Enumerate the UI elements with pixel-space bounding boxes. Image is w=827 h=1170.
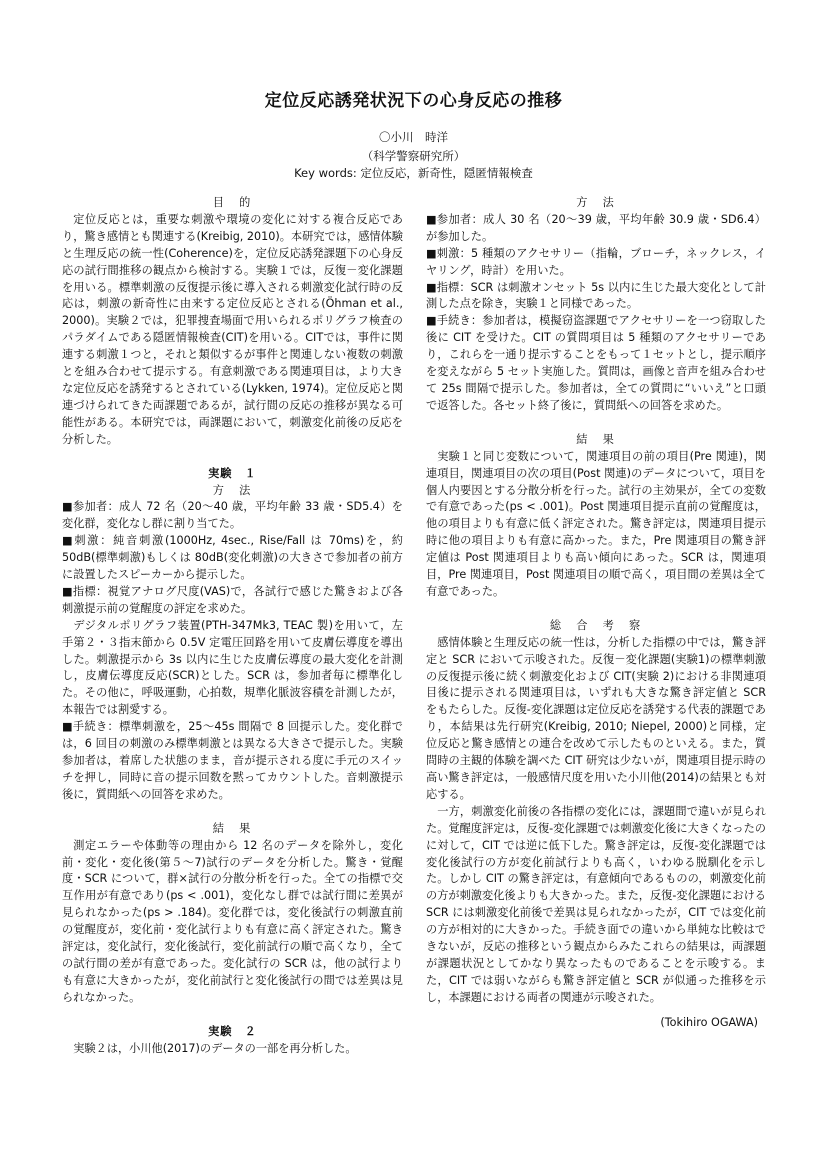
author-signature: (Tokihiro OGAWA) — [660, 1015, 758, 1029]
exp2-item-procedure: ■手続き：参加者は，模擬窃盗課題でアクセサリーを一つ窃取した後に CIT を受けた。CIT の質問項目は 5 種類のアクセサリーであり，これらを一通り提示することをもって１セットとし，提示順序を変えながら 5 セット実施した。質問は，画像と音声を組み合わせて 25s 間隔で提示した。参加者は，全ての質問に“いいえ”と口頭で返答した。各セット終了後に，質問紙への回答を求めた。 — [426, 314, 766, 412]
discussion-paragraph-2: 一方，刺激変化前後の各指標の変化には，課題間で違いが見られた。覚醒度評定は，反復-変化課題では刺激変化後に大きくなったのに対して，CIT では逆に低下した。驚き評定は，反復-変化課題では変化後試行の方が変化前試行よりも高く，いわゆる脱馴化を示した。しかし CIT の驚き評定は，有意傾向であるものの，刺激変化前の方が刺激変化後よりも大きかった。また，反復-変化課題における SCR には刺激変化前後で差異は見られなかったが，CIT では変化前の方が相対的に大きかった。手続き面での違いから単純な比較はできないが，反応の推移という観点からみたこれらの結果は，両課題が課題状況としてかなり異なったものであることを示唆する。また，CIT では弱いながらも驚き評定値と SCR が似通った推移を示し，本課題における両者の関連が示唆された。 — [426, 804, 766, 1004]
exp1-item-procedure: ■手続き：標準刺激を，25～45s 間隔で 8 回提示した。変化群では，6 回目の刺激のみ標準刺激とは異なる大きさで提示した。実験参加者は，着席した状態のまま，音が提示される度に手元のスイッチを押し，同時に音の提示回数を黙ってカウントした。音刺激提示後に，質問紙への回答を求めた。 — [62, 720, 403, 801]
exp1-method-heading: 方 法 — [212, 483, 253, 497]
exp1-result-text: 測定エラーや体動等の理由から 12 名のデータを除外し，変化前・変化・変化後(第５～7)試行のデータを分析した。驚き・覚醒度・SCR について，群×試行の分散分析を行った。全ての指標で交互作用が有意であり(ps < .001)，変化なし群では試行間に差異が見られなかった(ps > .184)。変化群では，変化後試行の刺激直前の覚醒度が，変化前・変化試行よりも有意に高く評定された。驚き評定は，変化試行，変化後試行，変化前試行の順で高くなり，全ての試行間の差が有意であった。変化試行の SCR は，他の試行よりも有意に大きかったが，変化前試行と変化後試行の間では差異は見られなかった。 — [62, 838, 403, 1004]
exp2-method-heading: 方 法 — [576, 196, 616, 209]
discussion-paragraph-1: 感情体験と生理反応の統一性は，分析した指標の中では，驚き評定と SCR において示唆された。反復－変化課題(実験1)の標準刺激の反復提示後に続く刺激変化および CIT(実験 2)における非関連項目後に提示される関連項目は，いずれも大きな驚き評定値と SCR をもたらした。反復-変化課題は定位反応を誘発する代表的課題であり，本結果は先行研究(Kreibig, 2010; Niepel, 2000)と同様，定位反応と驚き感情との連合を改めて示したものといえる。また，質問時の主観的体験を調べた CIT 研究は少ないが，関連項目提示時の高い驚き評定は，一般感情尺度を用いた小川他(2014)の結果とも対応する。 — [426, 635, 766, 801]
purpose-text: 定位反応とは，重要な刺激や環境の変化に対する複合反応であり，驚き感情とも関連する(Kreibig, 2010)。本研究では，感情体験と生理反応の統一性(Coherence)を，定位反応誘発課題下の心身反応の試行間推移の観点から検討する。実験１では，反復－変化課題を用いる。標準刺激の反復提示後に導入される刺激変化試行時の反応は，刺激の新奇性に由来する定位反応とされる(Öhman et al., 2000)。実験２では，犯罪捜査場面で用いられるポリグラフ検査のパラダイムである隠匿情報検査(CIT)を用いる。CITでは，事件に関連する刺激１つと，それと類似するが事件と関連しない複数の刺激とを組み合わせて提示する。有意刺激である関連項目は，より大きな定位反応を誘発するとされている(Lykken, 1974)。定位反応と関連づけられてきた両課題であるが，試行間の反応の推移が異なる可能性がある。本研究では，両課題において，刺激変化前後の反応を分析した。 — [62, 212, 403, 446]
exp1-heading: 実験 １ — [208, 466, 257, 480]
left-column — [62, 195, 403, 1058]
discussion-heading: 総 合 考 察 — [549, 618, 643, 632]
exp1-device-text: デジタルポリグラフ装置(PTH-347Mk3, TEAC 製)を用いて，左手第２・３指末節から 0.5V 定電圧回路を用いて皮膚伝導度を導出した。刺激提示から 3s 以内に生じた皮膚伝導度の最大変化を計測し，皮膚伝導度反応(SCR)とした。SCR は，参加者毎に標準化した。その他に，呼吸運動，心拍数，規準化脈波容積を計測したが，本報告では割愛する。 — [62, 618, 403, 717]
exp2-result-text: 実験１と同じ変数について，関連項目の前の項目(Pre 関連)，関連項目，関連項目の次の項目(Post 関連)のデータについて，項目を個人内要因とする分散分析を行った。試行の主効果が，全ての変数で有意であった(ps < .001)。Post 関連項目提示直前の覚醒度は，他の項目よりも有意に低く評定された。驚き評定は，関連項目提示時に他の項目よりも有意に高かった。また，Pre 関連項目の驚き評定値は Post 関連項目よりも高い傾向にあった。SCR は，関連項目，Pre 関連項目，Post 関連項目の順で高く，項目間の差異は全て有意であった。 — [426, 449, 766, 598]
exp2-item-measures: ■指標：SCR は刺激オンセット 5s 以内に生じた最大変化として計測した点を除き，実験１と同様であった。 — [426, 280, 766, 311]
exp1-result-heading: 結 果 — [212, 821, 253, 835]
exp1-item-measures: ■指標：視覚アナログ尺度(VAS)で，各試行で感じた驚きおよび各刺激提示前の覚醒度の評定を求めた。 — [62, 584, 403, 615]
exp1-item-participants: ■参加者：成人 72 名（20～40 歳，平均年齢 33 歳・SD5.4）を変化群，変化なし群に割り当てた。 — [62, 500, 403, 531]
exp2-heading: 実験 ２ — [208, 1024, 257, 1038]
exp2-item-stimuli: ■刺激：5 種類のアクセサリー（指輪，ブローチ，ネックレス，イヤリング，時計）を用いた。 — [426, 246, 766, 277]
right-column — [426, 195, 766, 1032]
author: 〇小川 時洋 — [379, 130, 448, 144]
affiliation: （科学警察研究所） — [361, 149, 466, 163]
purpose-heading: 目 的 — [212, 196, 253, 209]
exp2-text: 実験２は，小川他(2017)のデータの一部を再分析した。 — [73, 1041, 357, 1055]
exp1-item-stimuli: ■刺激：純音刺激(1000Hz, 4sec., Rise/Fall は 70ms)を，約 50dB(標準刺激)もしくは 80dB(変化刺激)の大きさで参加者の前方に設置したスピーカーから提示した。 — [62, 534, 403, 582]
exp2-item-participants: ■参加者：成人 30 名（20～39 歳，平均年齢 30.9 歳・SD6.4）が参加した。 — [426, 212, 766, 243]
keywords: Key words: 定位反応，新奇性，隠匿情報検査 — [294, 166, 533, 180]
paper-title: 定位反応誘発状況下の心身反応の推移 — [264, 91, 563, 111]
exp2-result-heading: 結 果 — [576, 432, 616, 446]
